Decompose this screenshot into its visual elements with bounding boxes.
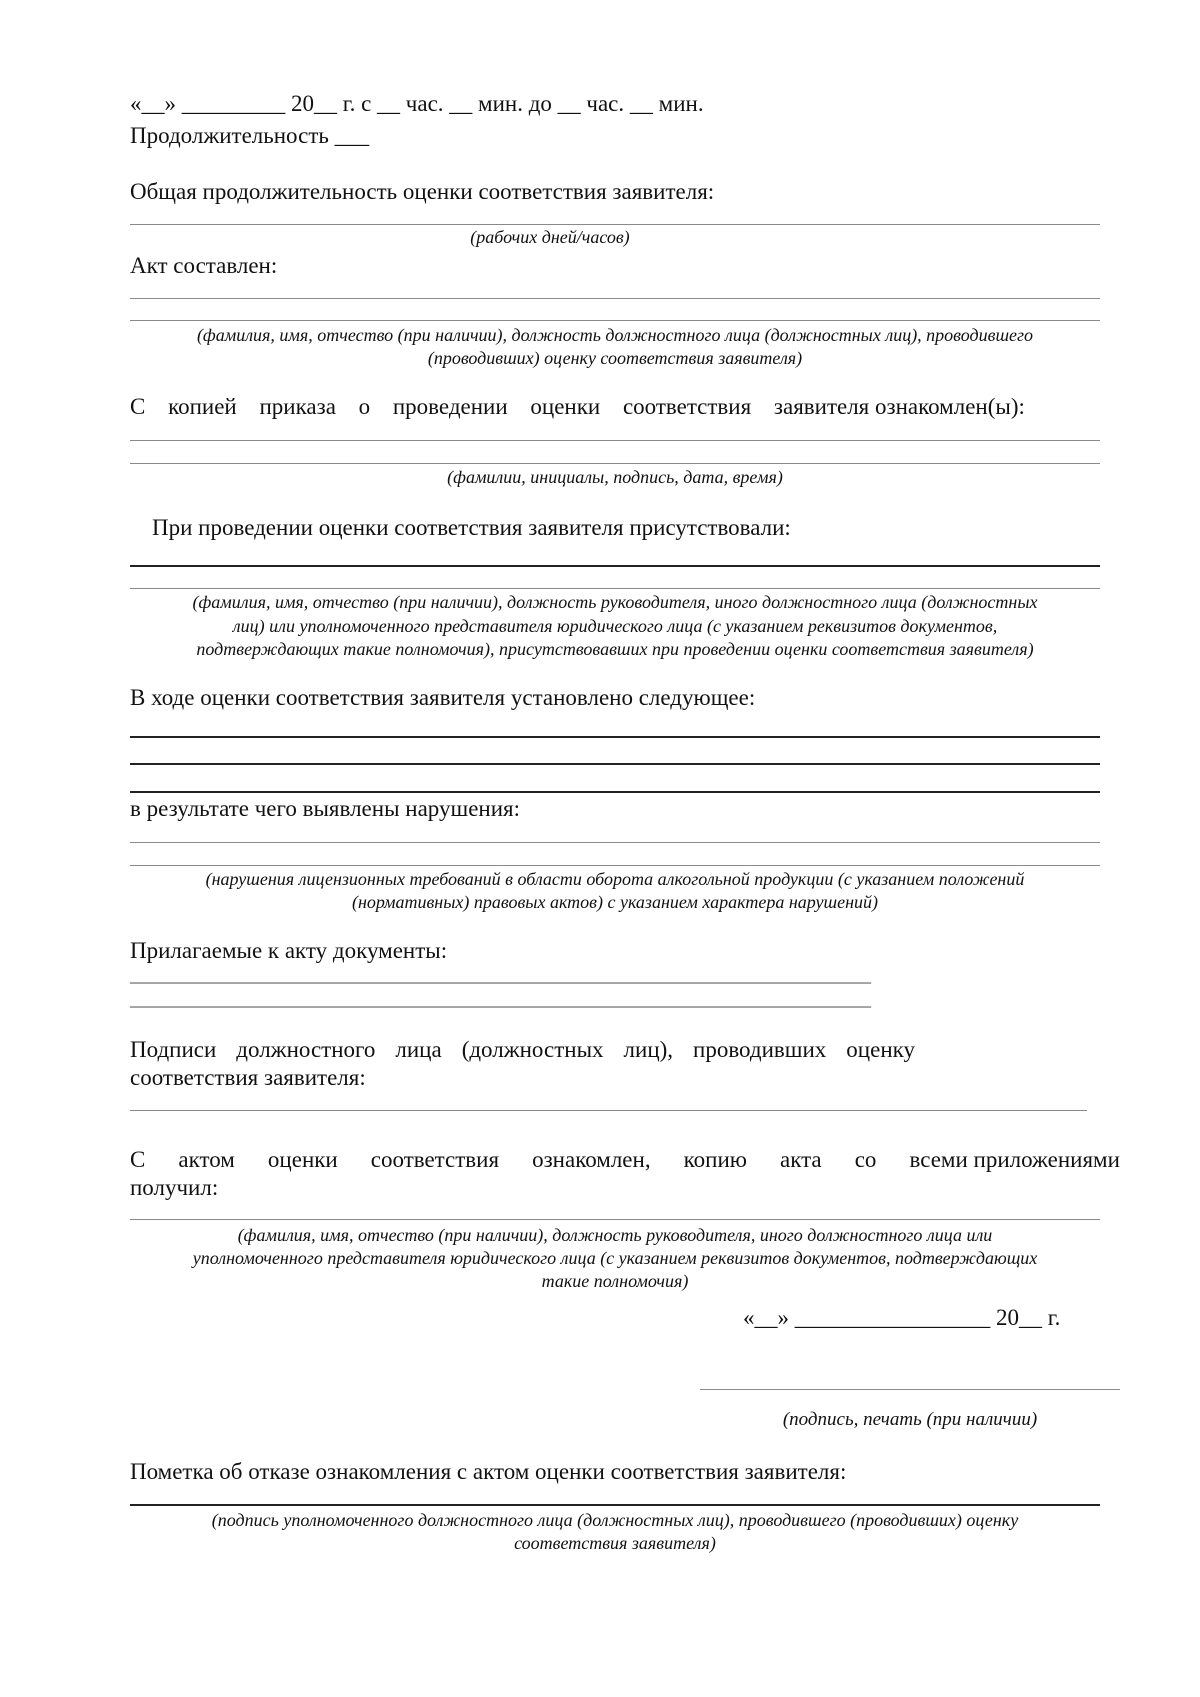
established-line-2 xyxy=(130,763,1100,765)
order-copy-word: соответствия xyxy=(622,394,752,419)
signatures-word: лица xyxy=(395,1037,442,1062)
order-copy-line-2 xyxy=(130,463,1100,464)
signatures-word: проводивших xyxy=(693,1037,827,1062)
order-copy-word: приказа xyxy=(259,394,336,419)
acknowledged-word: актом xyxy=(178,1147,235,1172)
signatures-word: оценку xyxy=(846,1037,915,1062)
act-compiled-label: Акт составлен: xyxy=(130,253,278,278)
act-compiled-caption-2: (проводивших) оценку соответствия заявителя) xyxy=(427,348,803,368)
refusal-caption-1: (подпись уполномоченного должностного лица (должностных лиц), проводившего (проводивших) оценку xyxy=(211,1510,1019,1530)
established-line-3 xyxy=(130,791,1100,793)
act-compiled-caption-1: (фамилия, имя, отчество (при наличии), должность должностного лица (должностных лиц), проводившего xyxy=(196,325,1034,345)
order-copy-word: о xyxy=(358,394,371,419)
order-copy-line-1 xyxy=(130,440,1100,441)
stamp-caption: (подпись, печать (при наличии) xyxy=(782,1409,1038,1430)
acknowledged-word: со xyxy=(854,1147,877,1172)
refusal-line xyxy=(130,1504,1100,1506)
signatures-label xyxy=(130,1036,915,1064)
acknowledged-caption-1: (фамилия, имя, отчество (при наличии), должность руководителя, иного должностного лица или xyxy=(237,1225,993,1245)
signatures-word: лиц), xyxy=(623,1037,674,1062)
present-label: При проведении оценки соответствия заявителя присутствовали: xyxy=(152,515,791,540)
acknowledged-label-line-2: получил: xyxy=(130,1175,219,1200)
acknowledged-label xyxy=(130,1146,1120,1174)
violations-label: в результате чего выявлены нарушения: xyxy=(130,796,520,821)
attachments-line-1: ______________________________________________________________________________ xyxy=(130,965,871,986)
present-caption-1: (фамилия, имя, отчество (при наличии), должность руководителя, иного должностного лица (должностных xyxy=(192,592,1038,612)
signatures-line xyxy=(130,1110,1087,1111)
violations-line-2 xyxy=(130,865,1100,866)
order-copy-word: заявителя ознакомлен(ы): xyxy=(773,394,1025,419)
total-duration-label: Общая продолжительность оценки соответствия заявителя: xyxy=(130,179,715,204)
order-copy-word: оценки xyxy=(530,394,601,419)
acknowledged-word: всеми приложениями xyxy=(909,1147,1120,1172)
acknowledged-line xyxy=(130,1219,1100,1220)
signatures-word: Подписи xyxy=(130,1037,217,1062)
present-line-1 xyxy=(130,565,1100,567)
acknowledged-word: соответствия xyxy=(370,1147,500,1172)
act-compiled-line-1 xyxy=(130,298,1100,299)
date-time-line: «__» _________ 20__ г. с __ час. __ мин. до __ час. __ мин. xyxy=(130,91,704,116)
stamp-signature-line xyxy=(700,1389,1120,1390)
duration-line: Продолжительность ___ xyxy=(130,123,370,148)
signatures-label-line-2: соответствия заявителя: xyxy=(130,1065,366,1090)
present-caption-3: подтверждающих такие полномочия), присутствовавших при проведении оценки соответствия заявителя) xyxy=(196,639,1034,659)
violations-line-1 xyxy=(130,842,1100,843)
acknowledged-word: акта xyxy=(780,1147,822,1172)
order-copy-word: проведении xyxy=(392,394,508,419)
acknowledged-caption-2: уполномоченного представителя юридического лица (с указанием реквизитов документов, подтверждающих xyxy=(192,1248,1038,1268)
violations-caption-2: (нормативных) правовых актов) с указанием характера нарушений) xyxy=(351,892,879,912)
acknowledged-word: ознакомлен, xyxy=(532,1147,651,1172)
refusal-caption-2: соответствия заявителя) xyxy=(514,1533,716,1553)
order-copy-label xyxy=(130,393,1025,421)
act-compiled-line-2 xyxy=(130,320,1100,321)
present-caption-2: лиц) или уполномоченного представителя юридического лица (с указанием реквизитов документов, xyxy=(232,616,998,636)
violations-caption-1: (нарушения лицензионных требований в области оборота алкогольной продукции (с указанием положений xyxy=(205,869,1025,889)
acknowledged-date-line: «__» _________________ 20__ г. xyxy=(743,1305,1061,1330)
acknowledged-caption-3: такие полномочия) xyxy=(541,1271,689,1291)
acknowledged-word: С xyxy=(130,1147,146,1172)
acknowledged-word: копию xyxy=(683,1147,747,1172)
established-line-1 xyxy=(130,736,1100,738)
refusal-label: Пометка об отказе ознакомления с актом оценки соответствия заявителя: xyxy=(130,1459,847,1484)
present-line-2 xyxy=(130,588,1100,589)
order-copy-caption: (фамилии, инициалы, подпись, дата, время) xyxy=(447,467,783,487)
established-label: В ходе оценки соответствия заявителя установлено следующее: xyxy=(130,685,756,710)
attachments-label: Прилагаемые к акту документы: xyxy=(130,938,448,963)
order-copy-word: копией xyxy=(168,394,237,419)
acknowledged-word: оценки xyxy=(267,1147,338,1172)
signatures-word: (должностных xyxy=(461,1037,604,1062)
total-duration-caption: (рабочих дней/часов) xyxy=(470,227,630,247)
attachments-line-2: ______________________________________________________________________________ xyxy=(130,989,871,1010)
order-copy-word: С xyxy=(130,394,146,419)
signatures-word: должностного xyxy=(236,1037,376,1062)
